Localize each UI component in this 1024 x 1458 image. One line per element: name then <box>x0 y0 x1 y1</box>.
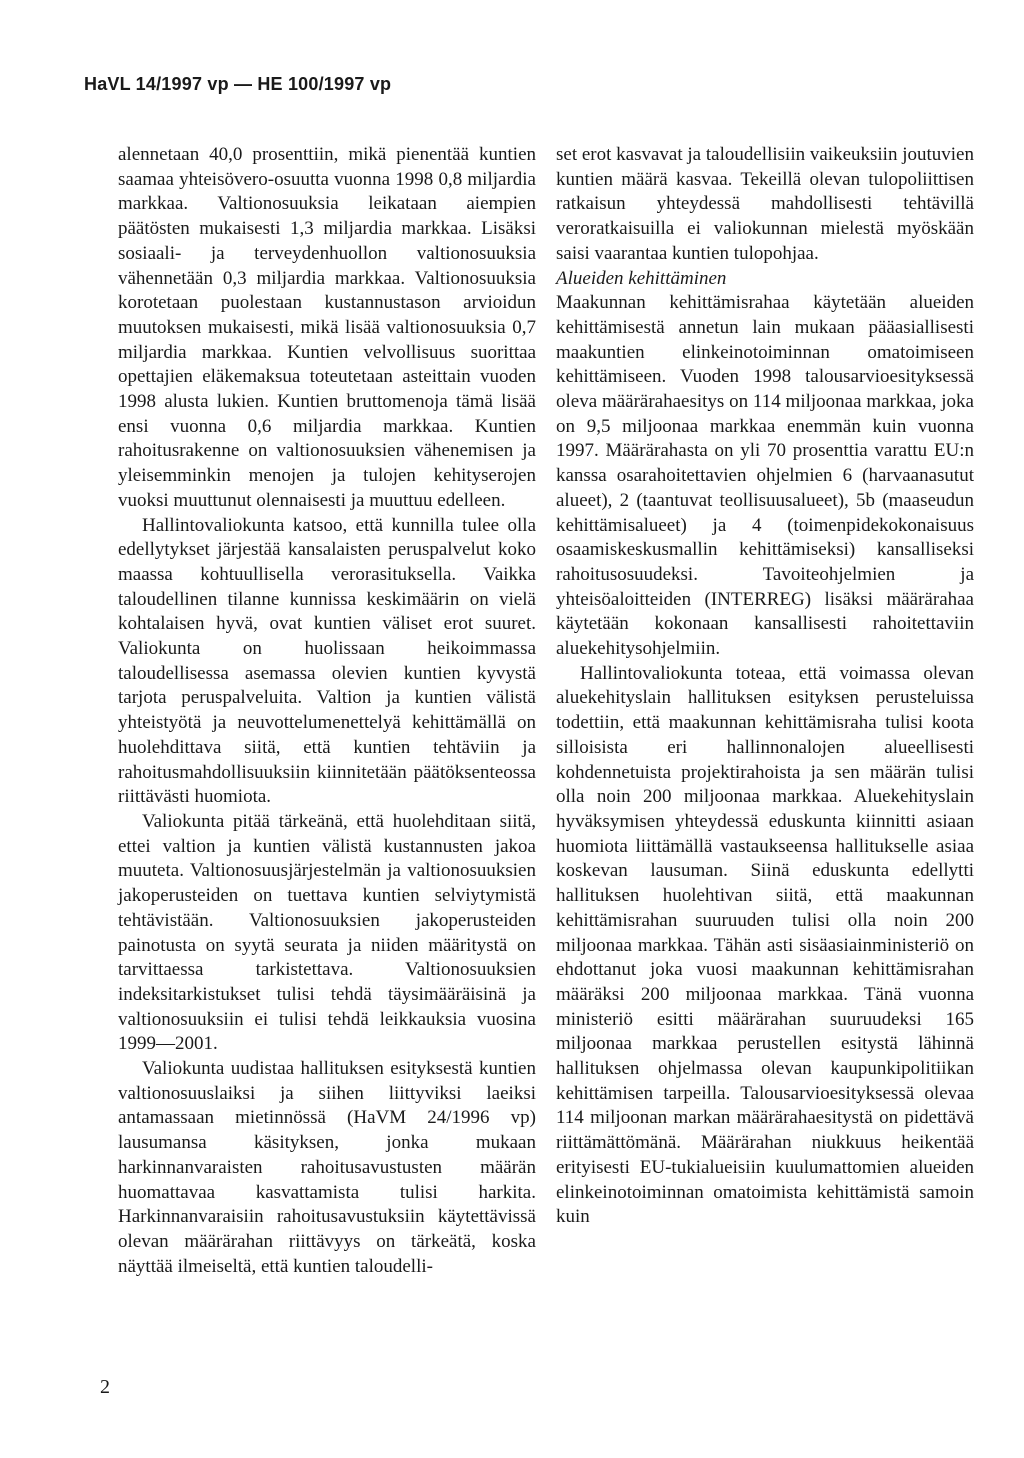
paragraph: set erot kasvavat ja taloudellisiin vaikeuksiin joutuvien kuntien määrä kasvaa. Tekeillä olevan tulopoliittisen ratkaisun yhteydessä mahdollisesti tehtävillä veroratkaisuilla ei valiokunnan mielestä myöskään saisi vaarantaa kuntien tulopohjaa. <box>556 144 974 264</box>
right-column <box>556 143 974 1230</box>
paragraph: Valiokunta uudistaa hallituksen esityksestä kuntien valtionosuuslaiksi ja siihen liittyviksi laeiksi antamassaan mietinnössä (HaVM 24/1996 vp) lausumansa käsityksen, jonka mukaan harkinnanvaraisten rahoitusavustusten määrän huomattavaa kasvattamista tulisi harkita. Harkinnanvaraisiin rahoitusavustuksiin käytettävissä olevan määrärahan riittävyys on tärkeätä, koska näyttää ilmeiseltä, että kuntien taloudelli- <box>118 1058 536 1277</box>
paragraph: alennetaan 40,0 prosenttiin, mikä pienentää kuntien saamaa yhteisövero-osuutta vuonna 1998 0,8 miljardia markkaa. Valtionosuuksia leikataan aiempien päätösten mukaisesti 1,3 miljardia markkaa. Lisäksi sosiaali- ja terveydenhuollon valtionosuuksia vähennetään 0,3 miljardia markkaa. Valtionosuuksia korotetaan puolestaan kustannustason arvioidun muutoksen mukaisesti, mikä lisää valtionosuuksia 0,7 miljardia markkaa. Kuntien velvollisuus suorittaa opettajien eläkemaksua toteutetaan asteittain vuoden 1998 alusta lukien. Kuntien bruttomenoja tämä lisää ensi vuonna 0,6 miljardia markkaa. Kuntien rahoitusrakenne on valtionosuuksien vähenemisen ja yleisemminkin menojen ja tulojen kehityserojen vuoksi muuttunut olennaisesti ja muuttuu edelleen. <box>118 144 536 511</box>
left-column <box>118 143 536 1279</box>
running-header: HaVL 14/1997 vp — HE 100/1997 vp <box>84 74 392 94</box>
paragraph: Hallintovaliokunta katsoo, että kunnilla tulee olla edellytykset järjestää kansalaisten peruspalvelut koko maassa kohtuullisella verorasituksella. Vaikka taloudellinen tilanne kunnissa keskimäärin on vielä kohtalaisen hyvä, ovat kuntien väliset erot suuret. Valiokunta on huolissaan heikoimmassa taloudellisessa asemassa olevien kuntien kyvystä tarjota peruspalveluita. Valtion ja kuntien välistä yhteistyötä ja neuvottelumenettelyä kehittämällä on huolehdittava siitä, että kuntien tehtäviin ja rahoitusmahdollisuuksiin kiinnitetään päätöksenteossa riittävästi huomiota. <box>118 514 536 808</box>
section-subheading: Alueiden kehittäminen <box>556 267 727 289</box>
paragraph: Maakunnan kehittämisrahaa käytetään alueiden kehittämisestä annetun lain mukaan pääasiallisesti maakuntien elinkeinotoiminnan omatoimiseen kehittämiseen. Vuoden 1998 talousarvioesityksessä oleva määrärahaesitys on 114 miljoonaa markkaa, joka on 9,5 miljoonaa markkaa enemmän kuin vuonna 1997. Määrärahasta on yli 70 prosenttia varattu EU:n kanssa osarahoitettavien ohjelmien 6 (harvaanasutut alueet), 2 (taantuvat teollisuusalueet), 5b (maaseudun kehittämisalueet) ja 4 (toimenpidekokonaisuus osaamiskeskusmallin kehittämiseksi) kansalliseksi rahoitusosuudeksi. Tavoiteohjelmien ja yhteisöaloitteiden (INTERREG) lisäksi määrärahaa käytetään kokonaan kansallisesti rahoitettaviin aluekehitysohjelmiin. <box>556 292 974 660</box>
page-number: 2 <box>100 1376 110 1398</box>
paragraph: Valiokunta pitää tärkeänä, että huolehditaan siitä, ettei valtion ja kuntien välistä kustannusten jakoa muuteta. Valtionosuusjärjestelmän ja valtionosuuksien jakoperusteiden on tuettava kuntien selviytymistä tehtävistään. Valtionosuuksien jakoperusteiden painotusta on syytä seurata ja niiden määritystä on tarvittaessa tarkistettava. Valtionosuuksien indeksitarkistukset tulisi tehdä täysimääräisinä ja valtionosuuksiin ei tulisi tehdä leikkauksia vuosina 1999—2001. <box>118 810 536 1055</box>
paragraph: Hallintovaliokunta toteaa, että voimassa olevan aluekehityslain hallituksen esityksen perusteluissa todettiin, että maakunnan kehittämisraha tulisi koota silloisista eri hallinnonalojen alueellisesti kohdennetuista projektirahoista ja sen määrän tulisi olla noin 200 miljoonaa markkaa. Aluekehityslain hyväksymisen yhteydessä eduskunta kiinnitti asiaan huomiota liittämällä vastaukseensa hallitukselle asiaa koskevan lausuman. Siinä eduskunta edellytti hallituksen huolehtivan siitä, että maakunnan kehittämisrahan suuruuden tulisi olla noin 200 miljoonaa markkaa. Tähän asti sisäasiainministeriö on ehdottanut joka vuosi maakunnan kehittämisrahan määräksi 200 miljoonaa markkaa. Tänä vuonna ministeriö esitti määrärahan suuruudeksi 165 miljoonaa markkaa perustellen esitystä lähinnä hallituksen ohjelmassa olevan kaupunkipolitiikan kehittämisen tarpeilla. Talousarvioesityksessä olevaa 114 miljoonan markan määrärahaesitystä on pidettävä riittämättömänä. Määrärahan niukkuus heikentää erityisesti EU-tukialueisiin kuulumattomien alueiden elinkeinotoiminnan omatoimista kehittämistä samoin kuin <box>556 662 974 1228</box>
